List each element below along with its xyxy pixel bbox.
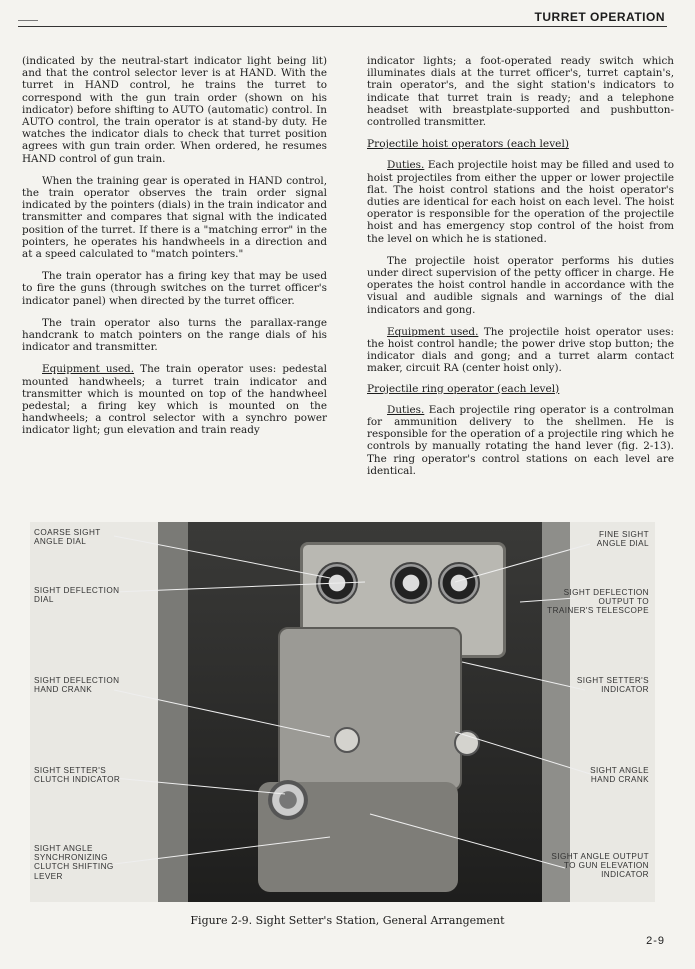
paragraph-duties <box>367 404 674 477</box>
header-rule <box>18 26 667 27</box>
callout-sight-deflection-output: SIGHT DEFLECTION OUTPUT TO TRAINER'S TELESCOPE <box>547 588 649 616</box>
section-heading: Projectile hoist operators (each level) <box>367 138 569 151</box>
paragraph-equipment <box>367 326 674 375</box>
run-in-heading: Duties. <box>387 403 425 416</box>
paragraph: The train operator also turns the parallax-range handcrank to match pointers on the range dials of his indicator and transmitter. <box>22 316 327 354</box>
paragraph-text: The projectile hoist operator uses: the hoist control handle; the power drive stop button; the indicator dials and gong; and a turret alarm contact maker, circuit RA (center hoist only). <box>367 325 674 375</box>
callout-coarse-sight-angle-dial: COARSE SIGHT ANGLE DIAL <box>34 528 101 547</box>
paragraph-equipment <box>22 363 327 436</box>
paragraph: indicator lights; a foot-operated ready switch which illuminates dials at the turret officer's, turret captain's, train operator's, and the sight station's indicators to indicate that turret train is ready; and a telephone headset with breastplate-supported and pushbutton-controlled transmitter. <box>367 55 674 129</box>
callout-sight-angle-hand-crank: SIGHT ANGLE HAND CRANK <box>590 766 649 785</box>
paragraph-text: Each projectile ring operator is a controlman for ammunition delivery to the shellmen. He is responsible for the operation of a projectile ring which he controls by manually rotating the hand lever (fig. 2-13). The ring operator's control stations on each level are identical. <box>367 403 674 477</box>
paragraph-text: The train operator uses: pedestal mounted handwheels; a turret train indicator and transmitter which is mounted on top of the handwheel pedestal; a firing key which is mounted on the handwheels; a control selector with a synchro power indicator light; gun elevation and train ready <box>22 363 327 437</box>
header-dash <box>18 20 38 21</box>
callout-sight-setters-clutch-indicator: SIGHT SETTER'S CLUTCH INDICATOR <box>34 766 121 785</box>
figure-caption: Figure 2-9. Sight Setter's Station, General Arrangement <box>190 914 505 927</box>
callout-fine-sight-angle-dial: FINE SIGHT ANGLE DIAL <box>596 530 649 549</box>
section-heading: Projectile ring operator (each level) <box>367 382 560 395</box>
callout-synchronizing-clutch-lever: SIGHT ANGLE SYNCHRONIZING CLUTCH SHIFTING LEVER <box>34 844 114 881</box>
figure <box>30 522 655 902</box>
paragraph-text: Each projectile hoist may be filled and used to hoist projectiles from either the upper or lower projectile flat. The hoist control stations and the hoist operator's duties are identical for each hoist on each level. The hoist operator is responsible for the operation of the projectile hoist and has emergency stop control of the hoist from the level on which he is stationed. <box>367 159 674 245</box>
run-in-heading: Equipment used. <box>387 325 479 338</box>
paragraph: The projectile hoist operator performs his duties under direct supervision of the petty officer in charge. He operates the hoist control handle in accordance with the visual and audible signals and warnings of the dial indicators and gong. <box>367 254 674 316</box>
paragraph-duties <box>367 159 674 244</box>
left-column <box>22 55 327 447</box>
right-column <box>367 55 674 487</box>
paragraph: The train operator has a firing key that may be used to fire the guns (through switches on the turret officer's indicator panel) when directed by the turret officer. <box>22 270 327 307</box>
run-in-heading: Duties. <box>387 159 425 172</box>
callout-sight-setters-indicator: SIGHT SETTER'S INDICATOR <box>576 676 649 695</box>
paragraph: When the training gear is operated in HAND control, the train operator observes the train order signal indicated by the pointers (dials) in the train indicator and transmitter and compares that signal with the indicated position of the turret. If there is a "matching error" in the pointers, he operates his handwheels in a direction and at a speed calculated to "match pointers." <box>22 174 327 261</box>
callout-sight-deflection-dial: SIGHT DEFLECTION DIAL <box>34 586 120 605</box>
run-in-heading: Equipment used. <box>42 363 135 376</box>
callout-sight-angle-output: SIGHT ANGLE OUTPUT TO GUN ELEVATION INDICATOR <box>551 852 649 880</box>
page-number: 2-9 <box>646 935 665 947</box>
running-header: TURRET OPERATION <box>534 10 665 24</box>
callout-sight-deflection-hand-crank: SIGHT DEFLECTION HAND CRANK <box>34 676 120 695</box>
paragraph: (indicated by the neutral-start indicator light being lit) and that the control selector lever is at HAND. With the turret in HAND control, he trains the turret to correspond with the gun train order (shown on his indicator) before shifting to AUTO (automatic) control. In AUTO control, the train operator is at stand-by duty. He watches the indicator dials to check that turret position agrees with gun train order. When ordered, he resumes HAND control of gun train. <box>22 55 327 165</box>
leader-lines <box>30 522 655 902</box>
